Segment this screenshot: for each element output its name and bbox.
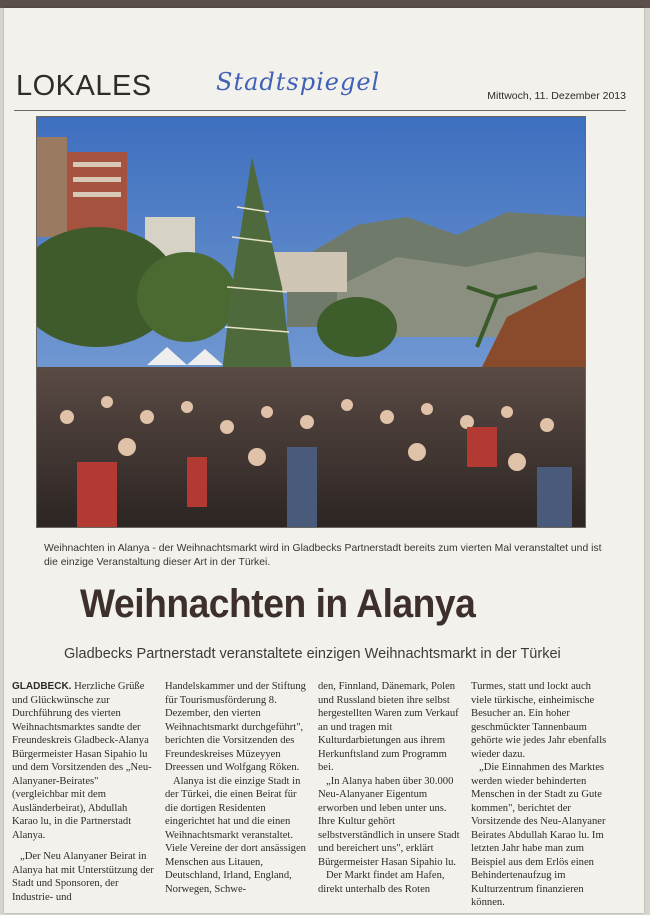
article-headline: Weihnachten in Alanya xyxy=(80,582,476,626)
paragraph: den, Finnland, Dänemark, Polen und Russland bieten ihre selbst hergestellten Waren zum Verkauf an und tragen mit Kulturdarbietungen aus ihrem Herkunftsland zum Programm bei. xyxy=(318,681,459,773)
paragraph: Handelskammer und der Stiftung für Tourismusförderung 8. Dezember, den vierten Weihnachtsmarkt durchgeführt", berichten die Vorsitzenden des Freundeskreises Müzeyyen Dreessen und Wolfgang Röken. xyxy=(165,681,306,773)
article-body xyxy=(12,680,624,908)
paragraph xyxy=(12,680,155,842)
text-column-1 xyxy=(12,680,155,903)
top-edge-strip xyxy=(0,0,650,8)
paragraph: Der Markt findet am Hafen, direkt unterhalb des Roten xyxy=(318,870,445,895)
dateline: GLADBECK. xyxy=(12,681,72,692)
article-photo xyxy=(36,116,586,528)
paragraph-text: Herzliche Grüße und Glückwünsche zur Durchführung des vierten Weihnachtsmarktes sandte der Freundeskreis Gladbeck-Alanya Bürgermeister Hasan Sipahio lu und dem Vorsitzenden des „Neu-Alanyaner-Beirates" (vergleichbar mit dem Ausländerbeirat), Abdullah Karao lu, in die Partnerstadt Alanya. xyxy=(12,681,152,841)
paragraph: „Die Einnahmen des Marktes werden wieder behinderten Menschen in der Stadt zu Gute kommen", berichtet der Vorsitzende des Neu-Alanyaner Beirates Abdullah Karao lu. Im letzten Jahr habe man zum Beispiel aus dem Erlös einen Behindertenaufzug im Kulturzentrum finanzieren können. xyxy=(471,762,606,908)
newspaper-page xyxy=(4,8,644,913)
section-title: LOKALES xyxy=(16,70,152,102)
handwritten-note: Stadtspiegel xyxy=(216,68,381,96)
christmas-market-photo xyxy=(37,117,585,527)
paragraph: Turmes, statt und lockt auch viele türkische, einheimische Besucher an. Ein hoher geschmückter Tannenbaum gehörte wie jedes Jahr ebenfalls wieder dazu. xyxy=(471,681,607,760)
article-subheadline: Gladbecks Partnerstadt veranstaltete einzigen Weihnachtsmarkt in der Türkei xyxy=(64,646,561,662)
text-column-2 xyxy=(165,680,308,900)
paragraph: Alanya ist die einzige Stadt in der Türkei, die einen Beirat für die dortigen Residenten eingerichtet hat und die einen Weihnachtsmarkt veranstaltet. Viele Vereine der dort ansässigen Menschen aus Litauen, Deutschland, Irland, England, Norwegen, Schwe- xyxy=(165,775,306,895)
paragraph: „Der Neu Alanyaner Beirat in Alanya hat mit Unterstützung der Stadt und Sponsoren, der Industrie- und xyxy=(12,851,154,903)
page-header xyxy=(14,70,626,111)
text-column-4 xyxy=(471,680,614,908)
paragraph: „In Alanya haben über 30.000 Neu-Alanyaner Eigentum erworben und leben unter uns. Ihre Kultur gehört selbstverständlich in unsere Stadt und bereichert uns", erklärt Bürgermeister Hasan Sipahio lu. xyxy=(318,775,460,868)
building-left xyxy=(37,137,67,237)
issue-date: Mittwoch, 11. Dezember 2013 xyxy=(487,90,626,102)
photo-caption: Weihnachten in Alanya - der Weihnachtsmarkt wird in Gladbecks Partnerstadt bereits zum vierten Mal veranstaltet und ist die einzige Veranstaltung dieser Art in der Türkei. xyxy=(44,543,602,568)
text-column-3 xyxy=(318,680,461,900)
